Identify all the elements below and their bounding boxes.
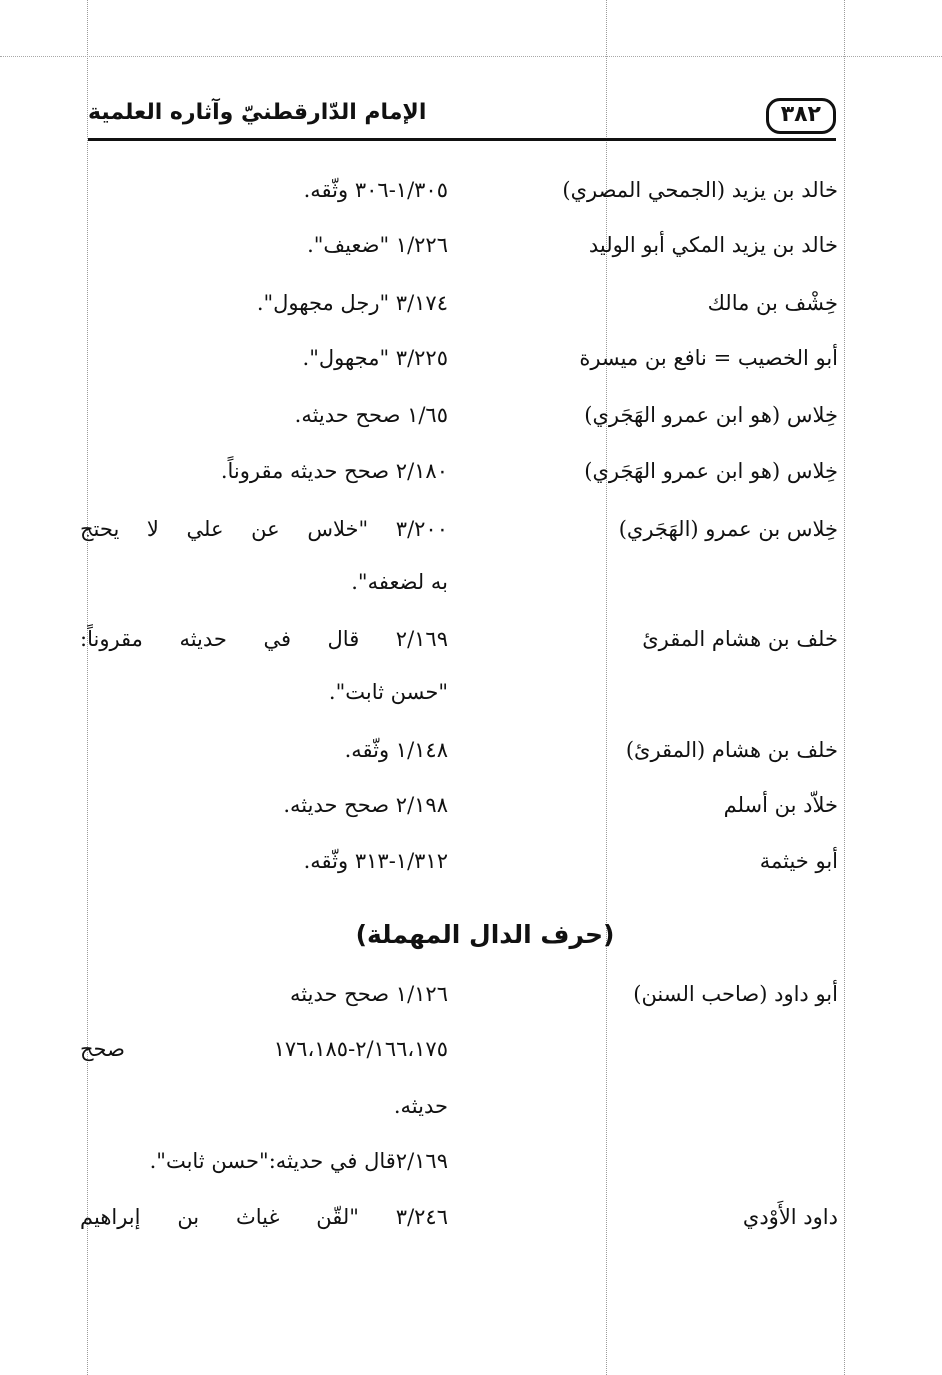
section-heading-text: (حرف الدال المهملة): [355, 920, 615, 949]
entry-name: خِلاس (هو ابن عمرو الهَجَري): [584, 403, 838, 427]
entry-name: خالد بن يزيد (الجمحي المصري): [562, 178, 838, 202]
entry-name: خِلاس بن عمرو (الهَجَري): [618, 517, 838, 541]
entry-name: خِشْف بن مالك: [707, 291, 838, 315]
section-heading: [80, 913, 838, 957]
entry-name: خالد بن يزيد المكي أبو الوليد: [588, 233, 838, 257]
header-rule: [88, 138, 836, 141]
entry-reference: ١/٣٠٥-٣٠٦ وثّقه.: [303, 178, 448, 202]
entry-name: خلاّد بن أسلم: [723, 793, 838, 817]
running-title: الإمام الدّارقطنيّ وآثاره العلمية: [88, 100, 427, 125]
entry-reference: ٣/٢٢٥ "مجهول".: [302, 346, 448, 370]
entry-reference: ١/٦٥ صحح حديثه.: [294, 403, 448, 427]
scan-guide-line: [844, 0, 845, 1375]
page-header: [88, 96, 836, 136]
entry-reference: به لضعفه".: [351, 570, 448, 594]
entry-reference: ٢/١٨٠ صحح حديثه مقروناً.: [220, 459, 448, 483]
entry-reference: ١/٢٢٦ "ضعيف".: [307, 233, 448, 257]
scan-guide-line: [0, 56, 942, 57]
entry-name: أبو داود (صاحب السنن): [633, 982, 838, 1006]
entry-reference: ٣/٢٠٠ "خلاس عن علي لا يحتج: [80, 517, 448, 541]
page-number: ٣٨٢: [766, 98, 836, 134]
entry-reference: ١/١٤٨ وثّقه.: [344, 738, 448, 762]
entry-reference: ٢/١٩٨ صحح حديثه.: [283, 793, 448, 817]
entry-reference: ١/٣١٢-٣١٣ وثّقه.: [303, 849, 448, 873]
entry-reference: "حسن ثابت".: [328, 680, 448, 704]
entry-reference: ٣/٢٤٦ "لقّن غياث بن إبراهيم: [80, 1205, 448, 1229]
entry-reference: ٢/١٦٩ قال في حديثه مقروناً:: [80, 627, 448, 651]
entry-name: خِلاس (هو ابن عمرو الهَجَري): [584, 459, 838, 483]
entry-reference: ٢/١٦٩قال في حديثه:"حسن ثابت".: [149, 1149, 448, 1173]
entry-name: خلف بن هشام (المقرئ): [625, 738, 838, 762]
entry-reference: ٣/١٧٤ "رجل مجهول".: [256, 291, 448, 315]
entry-name: أبو خيثمة: [759, 849, 838, 873]
entry-reference: حديثه.: [393, 1094, 448, 1118]
entry-reference: ١/١٢٦ صحح حديثه: [290, 982, 448, 1006]
entry-reference: ٢/١٦٦،١٧٥-١٧٦،١٨٥ صحح: [80, 1037, 448, 1061]
entry-name: خلف بن هشام المقرئ: [642, 627, 838, 651]
entry-name: أبو الخصيب = نافع بن ميسرة: [579, 346, 838, 370]
entry-name: داود الأَوْدي: [742, 1205, 838, 1229]
